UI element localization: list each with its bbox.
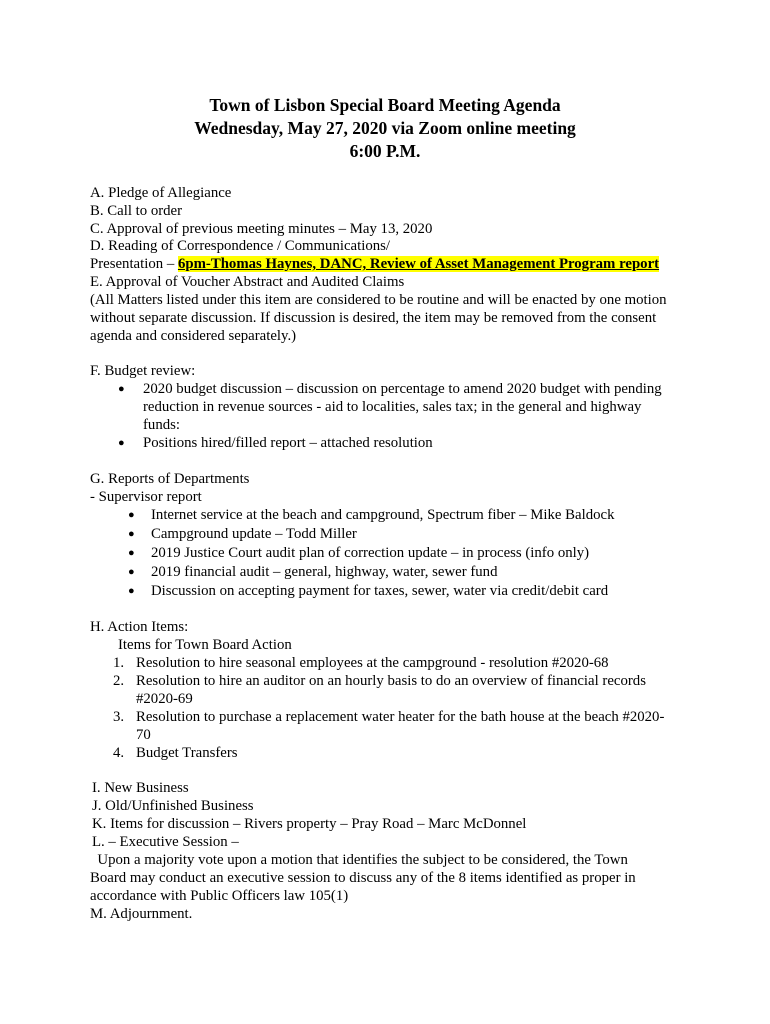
item-j: J. Old/Unfinished Business [92,798,254,814]
item-e-note-3: agenda and considered separately.) [90,328,297,344]
h-item-3-line-1: Resolution to purchase a replacement water heater for the bath house at the beach #2020- [136,709,665,725]
item-m: M. Adjournment. [90,906,193,922]
section-g-heading: G. Reports of Departments [90,471,250,487]
item-l-note-1: Upon a majority vote upon a motion that identifies the subject to be considered, the Town [90,852,628,868]
meeting-time: 6:00 P.M. [349,141,421,161]
g-bullet-2: Campground update – Todd Miller [151,526,357,542]
section-g-sub: - Supervisor report [90,489,202,505]
h-item-3-line-2: 70 [136,727,151,743]
bullet-icon: ● [118,383,125,395]
bullet-icon: ● [128,509,135,521]
g-bullet-5: Discussion on accepting payment for taxes, sewer, water via credit/debit card [151,583,609,599]
bullet-icon: ● [128,585,135,597]
h-item-1: Resolution to hire seasonal employees at the campground - resolution #2020-68 [136,655,609,671]
item-c: C. Approval of previous meeting minutes – May 13, 2020 [90,221,433,237]
h-item-2-number: 2. [113,673,125,689]
item-i: I. New Business [92,780,189,796]
f-bullet-1-line-2: reduction in revenue sources - aid to localities, sales tax; in the general and highway [143,399,642,415]
bullet-icon: ● [118,437,125,449]
h-item-1-number: 1. [113,655,125,671]
section-h-heading: H. Action Items: [90,619,189,635]
item-l-note-3: accordance with Public Officers law 105(1) [90,888,349,904]
presentation-prefix: Presentation – [90,256,178,272]
f-bullet-1-line-1: 2020 budget discussion – discussion on percentage to amend 2020 budget with pending [143,381,662,397]
item-k: K. Items for discussion – Rivers property – Pray Road – Marc McDonnel [92,816,527,832]
g-bullet-3: 2019 Justice Court audit plan of correction update – in process (info only) [151,545,590,561]
item-l-note-2: Board may conduct an executive session to discuss any of the 8 items identified as proper in [90,870,636,886]
item-e-note-2: without separate discussion. If discussion is desired, the item may be removed from the consent [90,310,657,326]
bullet-icon: ● [128,547,135,559]
item-d-presentation [90,255,659,273]
h-item-2-line-2: #2020-69 [136,691,193,707]
item-d: D. Reading of Correspondence / Communications/ [90,238,390,254]
item-e-note-1: (All Matters listed under this item are considered to be routine and will be enacted by one motion [90,292,667,308]
f-bullet-1-line-3: funds: [143,417,180,433]
h-item-2-line-1: Resolution to hire an auditor on an hourly basis to do an overview of financial records [136,673,646,689]
h-item-4-number: 4. [113,745,125,761]
bullet-icon: ● [128,528,135,540]
g-bullet-1: Internet service at the beach and campground, Spectrum fiber – Mike Baldock [151,507,615,523]
g-bullet-4: 2019 financial audit – general, highway, water, sewer fund [151,564,498,580]
agenda-title: Town of Lisbon Special Board Meeting Agenda [209,95,561,115]
item-l: L. – Executive Session – [92,834,239,850]
h-item-3-number: 3. [113,709,125,725]
bullet-icon: ● [128,566,135,578]
meeting-date: Wednesday, May 27, 2020 via Zoom online meeting [194,118,576,138]
h-item-4: Budget Transfers [136,745,238,761]
item-a: A. Pledge of Allegiance [90,185,232,201]
f-bullet-2: Positions hired/filled report – attached resolution [143,435,433,451]
item-b: B. Call to order [90,203,183,219]
item-e: E. Approval of Voucher Abstract and Audited Claims [90,274,405,290]
section-f-heading: F. Budget review: [90,363,196,379]
presentation-highlight: 6pm-Thomas Haynes, DANC, Review of Asset Management Program report [177,256,660,272]
section-h-sub: Items for Town Board Action [118,637,292,653]
